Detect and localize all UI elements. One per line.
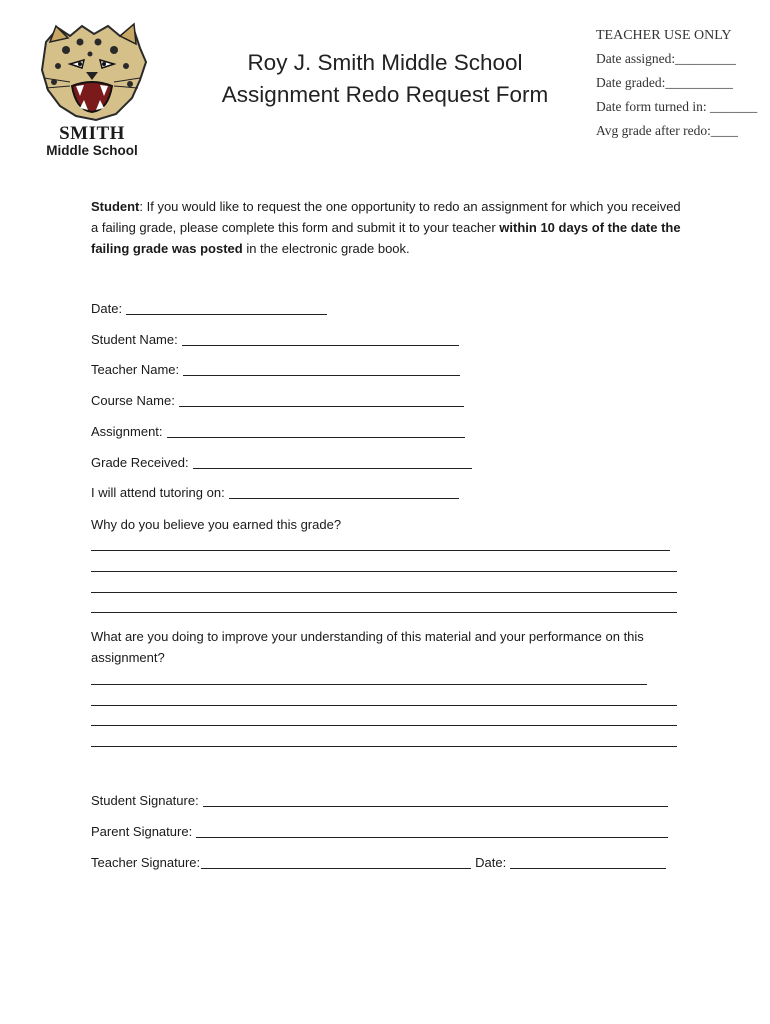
course-name-label: Course Name: — [91, 393, 175, 408]
student-name-input[interactable] — [182, 331, 459, 346]
course-name-field — [91, 392, 464, 412]
teacher-date-label: Date: — [475, 855, 507, 870]
answer-line-1[interactable] — [91, 550, 670, 551]
grade-received-field — [91, 454, 472, 474]
school-name: Roy J. Smith Middle School — [247, 50, 523, 75]
student-signature-label: Student Signature: — [91, 793, 199, 808]
tutoring-label: I will attend tutoring on: — [91, 485, 225, 500]
logo-word-middle-school: Middle School — [46, 143, 138, 158]
answer-line-4[interactable] — [91, 612, 677, 613]
date-label: Date: — [91, 301, 123, 316]
question-improvement: What are you doing to improve your understanding of this material and your performance on this assignment? — [91, 629, 644, 665]
avg-grade-field[interactable]: Avg grade after redo:____ — [596, 123, 738, 138]
intro-text-2: in the electronic grade book. — [242, 241, 410, 256]
teacher-name-field — [91, 361, 460, 381]
tutoring-field — [91, 484, 459, 504]
intro-lead: Student — [91, 199, 140, 214]
assignment-field — [91, 423, 465, 443]
answer-line-8[interactable] — [91, 746, 677, 747]
teacher-date-input[interactable] — [510, 854, 666, 869]
teacher-signature-label: Teacher Signature: — [91, 855, 201, 870]
answer-line-7[interactable] — [91, 725, 677, 726]
teacher-name-input[interactable] — [183, 361, 460, 376]
tutoring-input[interactable] — [229, 484, 459, 499]
student-name-label: Student Name: — [91, 332, 178, 347]
answer-line-3[interactable] — [91, 592, 677, 593]
parent-signature-label: Parent Signature: — [91, 824, 193, 839]
form-name: Assignment Redo Request Form — [221, 82, 549, 107]
logo-word-smith: SMITH — [59, 123, 125, 144]
parent-signature-input[interactable] — [196, 823, 668, 838]
question-why-grade: Why do you believe you earned this grade? — [91, 517, 342, 532]
grade-received-input[interactable] — [193, 454, 472, 469]
jaguar-mascot-icon — [36, 22, 148, 122]
student-signature-field — [91, 792, 668, 812]
intro-text-1: : If you would like to request the one opportunity to redo an assignment for which you received a failing grade, please complete this form and submit it to your teacher — [91, 199, 681, 235]
teacher-name-label: Teacher Name: — [91, 362, 180, 377]
course-name-input[interactable] — [179, 392, 464, 407]
teacher-use-heading: TEACHER USE ONLY — [596, 28, 732, 43]
school-logo — [36, 22, 148, 158]
teacher-signature-input[interactable] — [201, 854, 471, 869]
answer-line-5[interactable] — [91, 684, 647, 685]
answer-line-2[interactable] — [91, 571, 677, 572]
date-turned-in-field[interactable]: Date form turned in: _______ — [596, 99, 758, 114]
answer-line-6[interactable] — [91, 705, 677, 706]
assignment-input[interactable] — [167, 423, 465, 438]
student-signature-input[interactable] — [203, 792, 668, 807]
date-graded-field[interactable]: Date graded:__________ — [596, 75, 733, 90]
date-assigned-field[interactable]: Date assigned:_________ — [596, 51, 736, 66]
instructions-paragraph — [91, 196, 691, 259]
teacher-signature-field — [91, 854, 666, 874]
date-field — [91, 300, 327, 320]
assignment-label: Assignment: — [91, 424, 163, 439]
grade-received-label: Grade Received: — [91, 455, 189, 470]
page-title — [205, 47, 565, 111]
intro-deadline: within 10 days of the date the failing grade was posted — [91, 220, 681, 256]
teacher-use-box — [596, 27, 766, 146]
parent-signature-field — [91, 823, 668, 843]
date-input[interactable] — [126, 300, 327, 315]
student-name-field — [91, 331, 459, 351]
